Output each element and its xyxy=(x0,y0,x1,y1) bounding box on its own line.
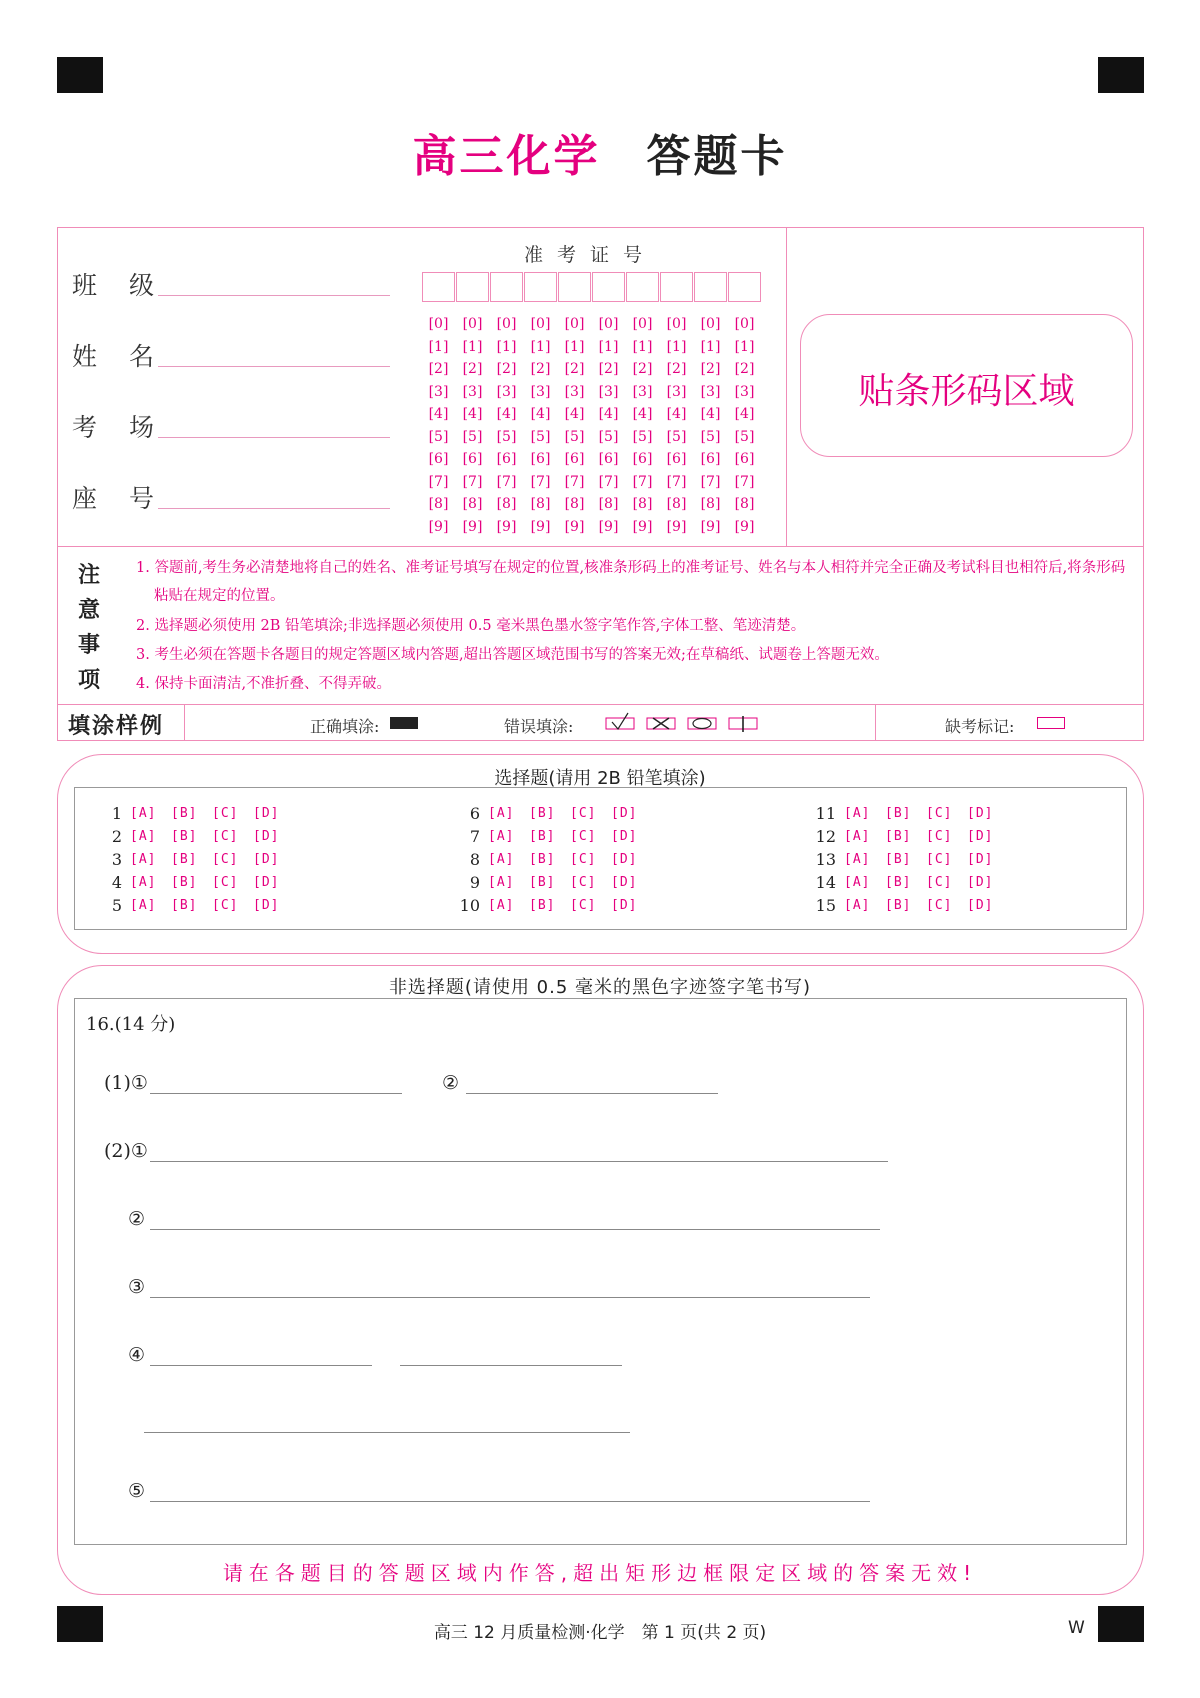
choice-option-bubble[interactable]: [D] xyxy=(611,829,638,844)
notice-label-char: 事 xyxy=(77,633,100,658)
wrong-fill-marks xyxy=(604,712,764,734)
fill-absent-label: 缺考标记: xyxy=(945,717,1015,736)
question-16-label: 16.(14 分) xyxy=(86,1014,176,1035)
answer-line-2-5[interactable] xyxy=(150,1501,870,1502)
exam-id-digit-bubble[interactable]: [0] xyxy=(666,316,687,332)
choice-question-row xyxy=(96,871,294,894)
exam-id-digit-bubble[interactable]: [8] xyxy=(700,496,721,512)
notice-label-char: 意 xyxy=(77,598,100,623)
exam-id-digit-bubble[interactable]: [0] xyxy=(734,316,755,332)
choice-option-bubble[interactable]: [C] xyxy=(926,806,953,821)
barcode-area xyxy=(800,314,1133,457)
choice-question-row xyxy=(96,894,294,917)
question-number: 2 xyxy=(111,827,122,846)
exam-id-digit-bubble[interactable]: [0] xyxy=(598,316,619,332)
choice-option-bubble[interactable]: [A] xyxy=(844,852,871,867)
choice-question-row xyxy=(96,802,294,825)
choice-option-bubble[interactable]: [B] xyxy=(529,852,556,867)
correct-fill-mark xyxy=(390,717,418,729)
exam-id-digit-column xyxy=(524,313,557,538)
exam-id-digit-bubble[interactable]: [4] xyxy=(700,406,721,422)
choice-option-bubble[interactable]: [B] xyxy=(171,806,198,821)
exam-id-box[interactable] xyxy=(694,272,727,302)
choice-option-bubble[interactable]: [A] xyxy=(844,806,871,821)
exam-id-digit-bubble[interactable]: [6] xyxy=(632,451,653,467)
class-field[interactable] xyxy=(158,295,390,296)
field-label-name: 姓 名 xyxy=(72,342,166,371)
exam-id-digit-column xyxy=(660,313,693,538)
choice-option-bubble[interactable]: [A] xyxy=(488,806,515,821)
exam-id-digit-bubble[interactable]: [5] xyxy=(564,428,585,445)
page-title xyxy=(0,120,1200,184)
choice-option-bubble[interactable]: [D] xyxy=(967,852,994,867)
exam-id-digit-bubble[interactable]: [5] xyxy=(496,428,517,445)
choice-option-bubble[interactable]: [D] xyxy=(967,829,994,844)
exam-id-digit-bubble[interactable]: [7] xyxy=(564,473,585,490)
exam-id-digit-bubble[interactable]: [8] xyxy=(462,496,483,512)
exam-id-digit-bubble[interactable]: [8] xyxy=(598,496,619,512)
choice-option-bubble[interactable]: [A] xyxy=(130,829,157,844)
exam-id-digit-bubble[interactable]: [7] xyxy=(632,473,653,490)
exam-id-digit-bubble[interactable]: [5] xyxy=(632,428,653,445)
choice-option-bubble[interactable]: [C] xyxy=(570,806,597,821)
question-number: 6 xyxy=(469,804,480,823)
question-number: 12 xyxy=(815,827,836,846)
question-number: 10 xyxy=(459,896,480,915)
question-number: 15 xyxy=(815,896,836,915)
notice-label-char: 项 xyxy=(77,668,100,693)
exam-id-digit-bubble[interactable]: [0] xyxy=(428,316,449,332)
answer-line-2-4a[interactable] xyxy=(150,1365,372,1366)
exam-id-digit-bubble[interactable]: [6] xyxy=(564,451,585,467)
choice-option-bubble[interactable]: [D] xyxy=(253,806,280,821)
exam-id-digit-bubble[interactable]: [1] xyxy=(530,338,551,355)
notice-label-char: 注 xyxy=(77,563,100,588)
exam-id-box[interactable] xyxy=(490,272,523,302)
exam-id-digit-bubble[interactable]: [0] xyxy=(700,316,721,332)
exam-id-digit-bubble[interactable]: [6] xyxy=(428,451,449,467)
page-footer: 高三 12 月质量检测·化学 第 1 页(共 2 页) xyxy=(433,1623,767,1643)
exam-id-digit-bubble[interactable]: [1] xyxy=(598,338,619,355)
choice-option-bubble[interactable]: [C] xyxy=(212,898,239,913)
choice-option-bubble[interactable]: [A] xyxy=(130,875,157,890)
seat-field[interactable] xyxy=(158,508,390,509)
answer-label-2-2: ② xyxy=(128,1208,146,1230)
non-choice-title: 非选择题(请使用 0.5 毫米的黑色字迹签字笔书写) xyxy=(388,977,812,998)
exam-id-digit-bubble[interactable]: [3] xyxy=(496,383,517,400)
choice-option-bubble[interactable]: [D] xyxy=(253,829,280,844)
exam-id-box[interactable] xyxy=(456,272,489,302)
choice-option-bubble[interactable]: [C] xyxy=(926,875,953,890)
exam-id-digit-bubble[interactable]: [1] xyxy=(734,338,755,355)
choice-option-bubble[interactable]: [C] xyxy=(570,852,597,867)
choice-option-bubble[interactable]: [C] xyxy=(212,806,239,821)
choice-option-bubble[interactable]: [B] xyxy=(885,852,912,867)
answer-label-1-2: ② xyxy=(442,1072,460,1094)
exam-id-digit-bubble[interactable]: [7] xyxy=(462,473,483,490)
field-label-class: 班 级 xyxy=(72,271,166,300)
exam-id-digit-bubble[interactable]: [8] xyxy=(496,496,517,512)
exam-id-box[interactable] xyxy=(660,272,693,302)
choice-option-bubble[interactable]: [B] xyxy=(885,898,912,913)
choice-question-row xyxy=(810,802,1008,825)
answer-line-2-1[interactable] xyxy=(150,1161,888,1162)
exam-id-digit-bubble[interactable]: [6] xyxy=(598,451,619,467)
choice-question-row xyxy=(454,871,652,894)
exam-id-box[interactable] xyxy=(422,272,455,302)
choice-question-row xyxy=(454,802,652,825)
choice-title: 选择题(请用 2B 铅笔填涂) xyxy=(494,768,706,789)
exam-id-digit-bubble[interactable]: [6] xyxy=(462,451,483,467)
exam-id-digit-bubble[interactable]: [2] xyxy=(700,361,721,377)
exam-id-digit-bubble[interactable]: [7] xyxy=(734,473,755,490)
exam-id-box[interactable] xyxy=(626,272,659,302)
choice-option-bubble[interactable]: [B] xyxy=(171,898,198,913)
exam-id-digit-bubble[interactable]: [8] xyxy=(734,496,755,512)
exam-id-digit-bubble[interactable]: [3] xyxy=(462,383,483,400)
exam-id-digit-bubble[interactable]: [8] xyxy=(564,496,585,512)
answer-frame xyxy=(74,998,1127,1545)
exam-id-digit-bubble[interactable]: [2] xyxy=(428,361,449,377)
exam-id-digit-bubble[interactable]: [8] xyxy=(530,496,551,512)
choice-question-row xyxy=(454,894,652,917)
title-card: 答题卡 xyxy=(646,131,788,182)
exam-id-digit-column xyxy=(626,313,659,538)
choice-option-bubble[interactable]: [C] xyxy=(926,852,953,867)
choice-question-row xyxy=(454,825,652,848)
corner-mark-top-left xyxy=(57,57,103,93)
exam-id-digit-bubble[interactable]: [2] xyxy=(632,361,653,377)
exam-id-digit-bubble[interactable]: [2] xyxy=(666,361,687,377)
exam-id-digit-bubble[interactable]: [7] xyxy=(496,473,517,490)
exam-id-digit-bubble[interactable]: [9] xyxy=(496,518,517,535)
exam-id-digit-bubble[interactable]: [6] xyxy=(496,451,517,467)
exam-id-digit-bubble[interactable]: [4] xyxy=(496,406,517,422)
choice-option-bubble[interactable]: [A] xyxy=(488,829,515,844)
answer-label-2-3: ③ xyxy=(128,1276,146,1298)
answer-label-2-1: (2)① xyxy=(104,1140,148,1162)
notice-item-1: 1. 答题前,考生务必清楚地将自己的姓名、准考证号填写在规定的位置,核准条形码上的准考证号、姓名与本人相符并完全正确及考试科目也相符后,将条形码粘贴在规定的位置。 xyxy=(136,560,1126,604)
exam-id-digit-bubble[interactable]: [1] xyxy=(462,338,483,355)
exam-id-box[interactable] xyxy=(728,272,761,302)
choice-option-bubble[interactable]: [C] xyxy=(926,829,953,844)
exam-id-digit-column xyxy=(728,313,761,538)
choice-option-bubble[interactable]: [C] xyxy=(212,852,239,867)
exam-id-digit-bubble[interactable]: [8] xyxy=(428,496,449,512)
choice-option-bubble[interactable]: [D] xyxy=(253,875,280,890)
exam-id-digit-column xyxy=(694,313,727,538)
choice-option-bubble[interactable]: [C] xyxy=(212,875,239,890)
answer-label-2-5: ⑤ xyxy=(128,1480,146,1502)
choice-option-bubble[interactable]: [D] xyxy=(611,806,638,821)
exam-id-digit-bubble[interactable]: [3] xyxy=(598,383,619,400)
choice-option-bubble[interactable]: [D] xyxy=(253,852,280,867)
exam-id-digit-column xyxy=(422,313,455,538)
exam-id-digit-bubble[interactable]: [0] xyxy=(462,316,483,332)
choice-option-bubble[interactable]: [B] xyxy=(171,875,198,890)
answer-label-2-4: ④ xyxy=(128,1344,146,1366)
field-label-seat: 座 号 xyxy=(72,484,166,513)
choice-option-bubble[interactable]: [C] xyxy=(570,829,597,844)
choice-option-bubble[interactable]: [B] xyxy=(529,806,556,821)
exam-id-digit-bubble[interactable]: [4] xyxy=(428,406,449,422)
exam-id-digit-bubble[interactable]: [5] xyxy=(700,428,721,445)
answer-line-2-2[interactable] xyxy=(150,1229,880,1230)
choice-option-bubble[interactable]: [A] xyxy=(130,898,157,913)
exam-id-digit-bubble[interactable]: [1] xyxy=(428,338,449,355)
answer-label-1-1: (1)① xyxy=(104,1072,148,1094)
exam-id-digit-bubble[interactable]: [7] xyxy=(530,473,551,490)
exam-id-digit-bubble[interactable]: [8] xyxy=(666,496,687,512)
exam-id-box[interactable] xyxy=(558,272,591,302)
choice-option-bubble[interactable]: [A] xyxy=(844,875,871,890)
answer-line-2-3[interactable] xyxy=(150,1297,870,1298)
exam-id-digit-bubble[interactable]: [5] xyxy=(530,428,551,445)
exam-id-digit-bubble[interactable]: [1] xyxy=(496,338,517,355)
notice-item-4: 4. 保持卡面清洁,不准折叠、不得弄破。 xyxy=(136,676,392,692)
choice-option-bubble[interactable]: [B] xyxy=(529,898,556,913)
choice-option-bubble[interactable]: [C] xyxy=(212,829,239,844)
exam-id-digit-bubble[interactable]: [3] xyxy=(700,383,721,400)
exam-id-digit-bubble[interactable]: [1] xyxy=(632,338,653,355)
exam-id-digit-bubble[interactable]: [9] xyxy=(428,518,449,535)
notice-item-2: 2. 选择题必须使用 2B 铅笔填涂;非选择题必须使用 0.5 毫米黑色墨水签字笔作答,字体工整、笔迹清楚。 xyxy=(136,618,806,634)
exam-id-digit-bubble[interactable]: [9] xyxy=(598,518,619,535)
exam-id-digit-bubble[interactable]: [4] xyxy=(632,406,653,422)
choice-option-bubble[interactable]: [B] xyxy=(885,875,912,890)
exam-id-digit-bubble[interactable]: [7] xyxy=(700,473,721,490)
exam-id-digit-bubble[interactable]: [2] xyxy=(734,361,755,377)
exam-id-digit-bubble[interactable]: [7] xyxy=(428,473,449,490)
choice-option-bubble[interactable]: [A] xyxy=(488,875,515,890)
choice-option-bubble[interactable]: [B] xyxy=(529,875,556,890)
fill-wrong-label: 错误填涂: xyxy=(504,717,574,736)
choice-option-bubble[interactable]: [B] xyxy=(171,852,198,867)
question-number: 1 xyxy=(111,804,122,823)
choice-option-bubble[interactable]: [D] xyxy=(967,898,994,913)
exam-id-box[interactable] xyxy=(524,272,557,302)
exam-id-digit-bubble[interactable]: [5] xyxy=(734,428,755,445)
answer-line-2-4c[interactable] xyxy=(144,1432,630,1433)
choice-option-bubble[interactable]: [C] xyxy=(926,898,953,913)
question-number: 5 xyxy=(111,896,122,915)
divider xyxy=(875,704,876,741)
divider xyxy=(57,704,1144,705)
question-number: 7 xyxy=(469,827,480,846)
exam-id-digit-bubble[interactable]: [6] xyxy=(666,451,687,467)
question-number: 3 xyxy=(111,850,122,869)
exam-id-digit-bubble[interactable]: [6] xyxy=(700,451,721,467)
exam-id-digit-bubble[interactable]: [3] xyxy=(632,383,653,400)
exam-id-digit-bubble[interactable]: [4] xyxy=(564,406,585,422)
barcode-label: 贴条形码区域 xyxy=(858,371,1075,412)
choice-option-bubble[interactable]: [D] xyxy=(967,875,994,890)
choice-option-bubble[interactable]: [D] xyxy=(611,898,638,913)
exam-id-box[interactable] xyxy=(592,272,625,302)
exam-id-label: 准考证号 xyxy=(523,244,656,266)
fill-correct-label: 正确填涂: xyxy=(310,717,380,736)
exam-id-digit-bubble[interactable]: [9] xyxy=(734,518,755,535)
room-field[interactable] xyxy=(158,437,390,438)
exam-id-digit-bubble[interactable]: [9] xyxy=(564,518,585,535)
exam-id-digit-bubble[interactable]: [0] xyxy=(496,316,517,332)
exam-id-digit-bubble[interactable]: [5] xyxy=(666,428,687,445)
exam-id-digit-bubble[interactable]: [2] xyxy=(530,361,551,377)
choice-question-row xyxy=(810,871,1008,894)
exam-id-digit-column xyxy=(558,313,591,538)
exam-id-digit-bubble[interactable]: [2] xyxy=(462,361,483,377)
choice-option-bubble[interactable]: [A] xyxy=(844,898,871,913)
exam-id-digit-bubble[interactable]: [3] xyxy=(428,383,449,400)
question-number: 4 xyxy=(111,873,122,892)
exam-id-digit-bubble[interactable]: [2] xyxy=(564,361,585,377)
exam-id-digit-bubble[interactable]: [3] xyxy=(666,383,687,400)
title-subject: 高三化学 xyxy=(412,131,601,182)
exam-id-digit-bubble[interactable]: [7] xyxy=(598,473,619,490)
exam-id-digit-column xyxy=(456,313,489,538)
corner-mark-top-right xyxy=(1098,57,1144,93)
choice-option-bubble[interactable]: [D] xyxy=(611,852,638,867)
exam-id-digit-bubble[interactable]: [9] xyxy=(632,518,653,535)
answer-line-2-4b[interactable] xyxy=(400,1365,622,1366)
choice-option-bubble[interactable]: [B] xyxy=(529,829,556,844)
exam-id-digit-bubble[interactable]: [5] xyxy=(428,428,449,445)
exam-id-digit-bubble[interactable]: [1] xyxy=(700,338,721,355)
exam-id-digit-bubble[interactable]: [0] xyxy=(564,316,585,332)
question-number: 13 xyxy=(815,850,836,869)
exam-id-digit-bubble[interactable]: [9] xyxy=(700,518,721,535)
divider xyxy=(184,704,185,741)
exam-id-digit-bubble[interactable]: [9] xyxy=(666,518,687,535)
choice-question-row xyxy=(454,848,652,871)
choice-option-bubble[interactable]: [A] xyxy=(130,852,157,867)
exam-id-digit-bubble[interactable]: [6] xyxy=(734,451,755,467)
choice-option-bubble[interactable]: [C] xyxy=(570,898,597,913)
choice-question-row xyxy=(810,894,1008,917)
exam-id-digit-bubble[interactable]: [2] xyxy=(598,361,619,377)
answer-area-warning: 请在各题目的答题区域内作答,超出矩形边框限定区域的答案无效! xyxy=(222,1561,978,1585)
question-number: 9 xyxy=(469,873,480,892)
choice-option-bubble[interactable]: [D] xyxy=(967,806,994,821)
exam-id-digit-bubble[interactable]: [5] xyxy=(598,428,619,445)
choice-question-row xyxy=(96,848,294,871)
exam-id-digit-bubble[interactable]: [6] xyxy=(530,451,551,467)
choice-option-bubble[interactable]: [B] xyxy=(885,829,912,844)
field-label-room: 考 场 xyxy=(72,413,166,442)
choice-option-bubble[interactable]: [D] xyxy=(253,898,280,913)
exam-id-digit-bubble[interactable]: [4] xyxy=(462,406,483,422)
choice-question-row xyxy=(96,825,294,848)
exam-id-digit-bubble[interactable]: [4] xyxy=(598,406,619,422)
choice-option-bubble[interactable]: [D] xyxy=(611,875,638,890)
exam-id-digit-bubble[interactable]: [4] xyxy=(666,406,687,422)
exam-id-boxes[interactable] xyxy=(422,272,762,302)
absent-mark-box[interactable] xyxy=(1037,717,1065,729)
divider xyxy=(57,546,1144,547)
exam-id-digit-bubble[interactable]: [5] xyxy=(462,428,483,445)
exam-id-digit-bubble[interactable]: [3] xyxy=(530,383,551,400)
exam-id-digit-column xyxy=(490,313,523,538)
exam-id-digit-bubble[interactable]: [0] xyxy=(632,316,653,332)
choice-option-bubble[interactable]: [A] xyxy=(844,829,871,844)
divider xyxy=(786,227,787,546)
question-number: 8 xyxy=(469,850,480,869)
version-code: W xyxy=(1068,1618,1085,1638)
exam-id-digit-bubble[interactable]: [3] xyxy=(564,383,585,400)
choice-option-bubble[interactable]: [C] xyxy=(570,875,597,890)
exam-id-digit-bubble[interactable]: [9] xyxy=(530,518,551,535)
exam-id-digit-bubble[interactable]: [7] xyxy=(666,473,687,490)
exam-id-digit-bubble[interactable]: [1] xyxy=(666,338,687,355)
question-number: 11 xyxy=(815,804,836,823)
answer-line-1-1[interactable] xyxy=(150,1093,402,1094)
exam-id-digit-bubble[interactable]: [4] xyxy=(530,406,551,422)
question-number: 14 xyxy=(815,873,836,892)
notice-item-3: 3. 考生必须在答题卡各题目的规定答题区域内答题,超出答题区域范围书写的答案无效;在草稿纸、试题卷上答题无效。 xyxy=(136,647,889,663)
exam-id-digit-column xyxy=(592,313,625,538)
choice-option-bubble[interactable]: [A] xyxy=(488,852,515,867)
exam-id-digit-bubble[interactable]: [9] xyxy=(462,518,483,535)
exam-id-digit-bubble[interactable]: [1] xyxy=(564,338,585,355)
exam-id-digit-bubble[interactable]: [3] xyxy=(734,383,755,400)
choice-option-bubble[interactable]: [B] xyxy=(885,806,912,821)
exam-id-digit-bubble[interactable]: [8] xyxy=(632,496,653,512)
choice-question-row xyxy=(810,848,1008,871)
fill-example-label: 填涂样例 xyxy=(68,714,165,739)
name-field[interactable] xyxy=(158,366,390,367)
choice-option-bubble[interactable]: [A] xyxy=(130,806,157,821)
answer-line-1-2[interactable] xyxy=(466,1093,718,1094)
choice-option-bubble[interactable]: [A] xyxy=(488,898,515,913)
notice-label xyxy=(76,558,102,698)
exam-id-digit-bubble[interactable]: [4] xyxy=(734,406,755,422)
exam-id-digit-bubble[interactable]: [2] xyxy=(496,361,517,377)
choice-question-row xyxy=(810,825,1008,848)
exam-id-digit-bubble[interactable]: [0] xyxy=(530,316,551,332)
choice-option-bubble[interactable]: [B] xyxy=(171,829,198,844)
